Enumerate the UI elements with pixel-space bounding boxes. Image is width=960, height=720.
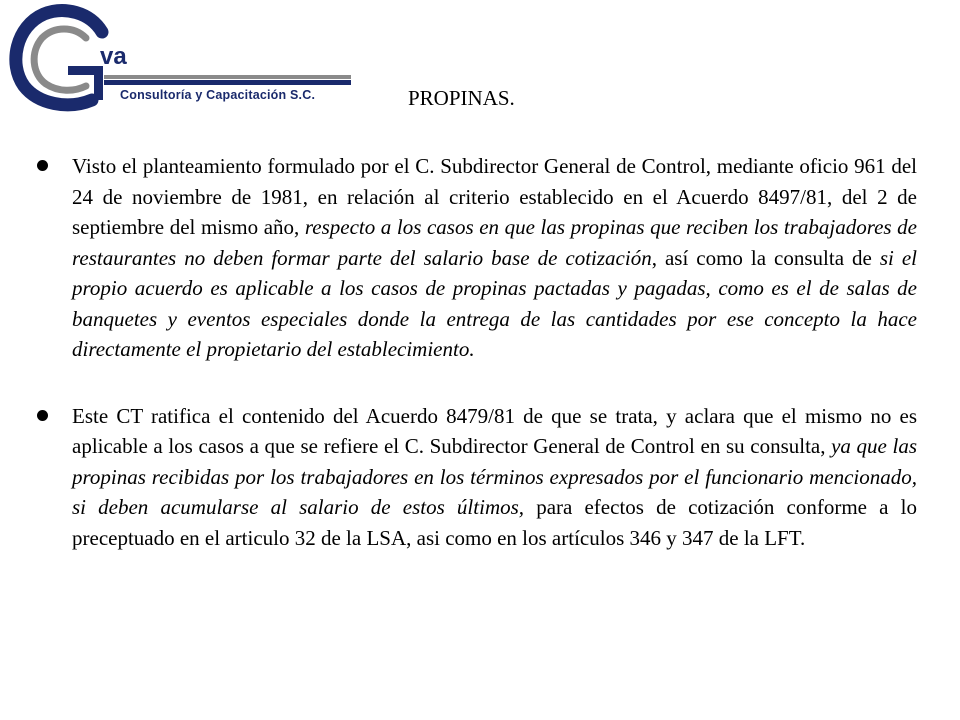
bullet-dot-icon xyxy=(37,160,48,171)
bullet-text-segment: para efectos de cotización conforme a lo preceptuado en el articulo 32 de la LSA, asi como en los artículos 346 y 347 de la LFT. xyxy=(72,495,917,550)
bullet-list xyxy=(0,151,960,553)
logo-letters: va xyxy=(100,43,127,70)
page-title: PROPINAS. xyxy=(408,86,515,110)
bullet-text-segment: Este CT ratifica el contenido del Acuerdo 8479/81 de que se trata, y aclara que el mismo no es aplicable a los casos a que se refiere el C. Subdirector General de Control en su consulta, xyxy=(72,403,917,458)
bullet-item xyxy=(72,401,917,554)
bullet-item xyxy=(72,151,917,365)
bullet-text-italic: ya que las propinas recibidas por los trabajadores en los términos expresados por el funcionario mencionado, si deben acumularse al salario de estos últimos, xyxy=(72,434,917,519)
bullet-dot-icon xyxy=(37,410,48,421)
bullet-text-italic: si el propio acuerdo es aplicable a los casos de propinas pactadas y pagadas, como es el de salas de banquetes y eventos especiales donde la entrega de las cantidades por ese concepto la hace directamente el propietario del establecimiento. xyxy=(72,245,917,361)
logo-caption: Consultoría y Capacitación S.C. xyxy=(120,88,316,102)
bullet-text-segment: Visto el planteamiento formulado por el C. Subdirector General de Control, mediante oficio 961 del 24 de noviembre de 1981, en relación al criterio establecido en el Acuerdo 8497/81, del 2 de septiembre del mismo año, xyxy=(72,154,917,239)
bullet-text-italic: respecto a los casos en que las propinas que reciben los trabajadores de restaurantes no deben formar parte del salario base de cotización xyxy=(72,215,917,270)
bullet-text-segment: , así como la consulta de xyxy=(651,245,880,270)
